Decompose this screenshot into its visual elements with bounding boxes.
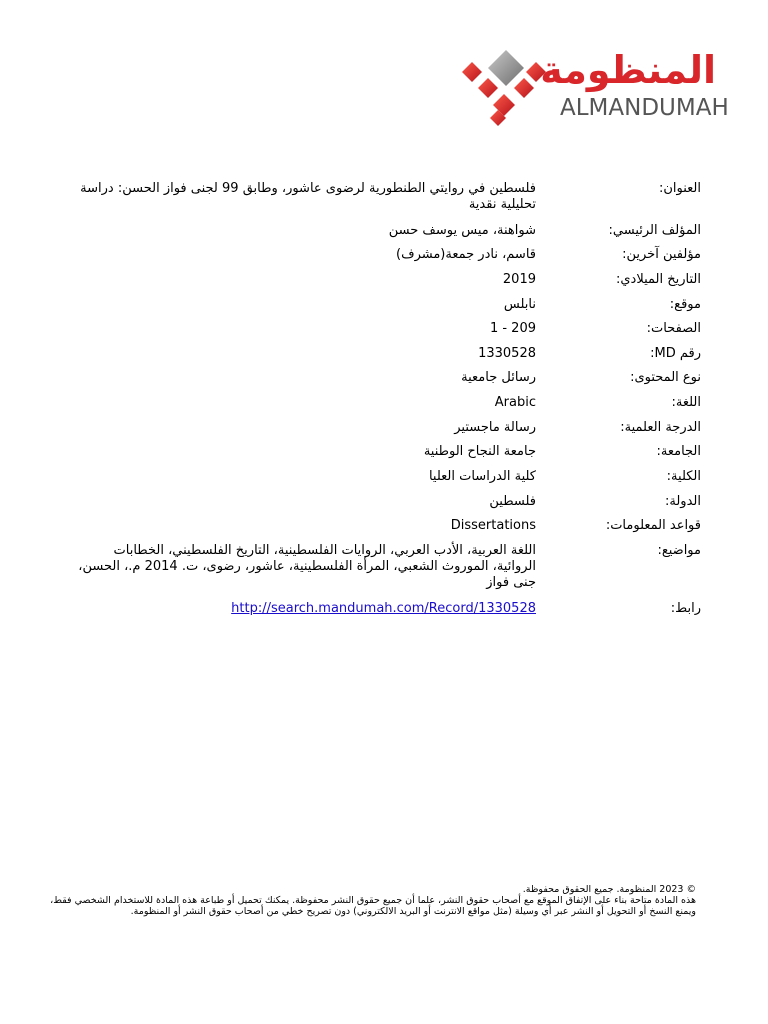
copyright-text: © 2023 المنظومة. جميع الحقوق محفوظة. — [522, 884, 696, 895]
almandumah-logo — [458, 48, 729, 128]
value-md-number: 1330528 — [478, 346, 536, 361]
value-databases: Dissertations — [450, 518, 536, 533]
label-subjects: مواضيع: — [657, 543, 701, 558]
value-college: كلية الدراسات العليا — [428, 469, 536, 484]
value-country: فلسطين — [489, 494, 536, 509]
label-title: العنوان: — [658, 181, 701, 196]
value-pages: 1 - 209 — [489, 321, 536, 336]
value-content-type: رسائل جامعية — [461, 370, 536, 385]
label-databases: قواعد المعلومات: — [605, 518, 701, 533]
value-degree: رسالة ماجستير — [454, 420, 536, 435]
footer-notice — [50, 884, 696, 917]
value-university: جامعة النجاح الوطنية — [423, 444, 536, 459]
value-place: نابلس — [503, 297, 536, 312]
label-country: الدولة: — [665, 494, 701, 509]
label-other-authors: مؤلفين آخرين: — [622, 247, 701, 262]
value-title: فلسطين في روايتي الطنطورية لرضوى عاشور، وطابق 99 لجنى فواز الحسن: دراسة تحليلية نقدية — [80, 181, 536, 212]
label-link: رابط: — [670, 601, 701, 616]
label-content-type: نوع المحتوى: — [630, 370, 701, 385]
label-university: الجامعة: — [656, 444, 701, 459]
logo-latin-wordmark: ALMANDUMAH — [560, 95, 729, 121]
label-md-number: رقم MD: — [650, 346, 701, 361]
value-main-author: شواهنة، ميس يوسف حسن — [388, 223, 536, 238]
value-year: 2019 — [502, 272, 536, 287]
label-place: موقع: — [669, 297, 701, 312]
label-pages: الصفحات: — [646, 321, 701, 336]
label-degree: الدرجة العلمية: — [620, 420, 701, 435]
logo-arabic-wordmark: المنظومة — [540, 48, 716, 92]
label-language: اللغة: — [671, 395, 701, 410]
rights-notice-text: هذه المادة متاحة بناء على الإتفاق الموقع مع أصحاب حقوق النشر، علما أن جميع حقوق النشر محفوظة. يمكنك تحميل أو طباعة هذه المادة للاستخدام الشخصي فقط، ويمنع النسخ أو التحويل أو النشر عبر أي وسيلة (مثل مواقع الانترنت أو البريد الالكتروني) دون تصريح خطي من أصحاب حقوق النشر أو المنظومة. — [50, 895, 696, 917]
value-other-authors: قاسم، نادر جمعة(مشرف) — [396, 247, 536, 262]
label-college: الكلية: — [666, 469, 701, 484]
label-main-author: المؤلف الرئيسي: — [608, 223, 701, 238]
value-link — [76, 601, 536, 617]
record-link[interactable]: http://search.mandumah.com/Record/1330528 — [231, 601, 536, 616]
value-subjects: اللغة العربية، الأدب العربي، الروايات الفلسطينية، التاريخ الفلسطيني، الخطابات الروائية، الموروث الشعبي، المرأة الفلسطينية، عاشور، رضوى، ت. 2014 م.، الحسن، جنى فواز — [78, 543, 536, 590]
label-year: التاريخ الميلادي: — [616, 272, 701, 287]
value-language: Arabic — [494, 395, 536, 410]
